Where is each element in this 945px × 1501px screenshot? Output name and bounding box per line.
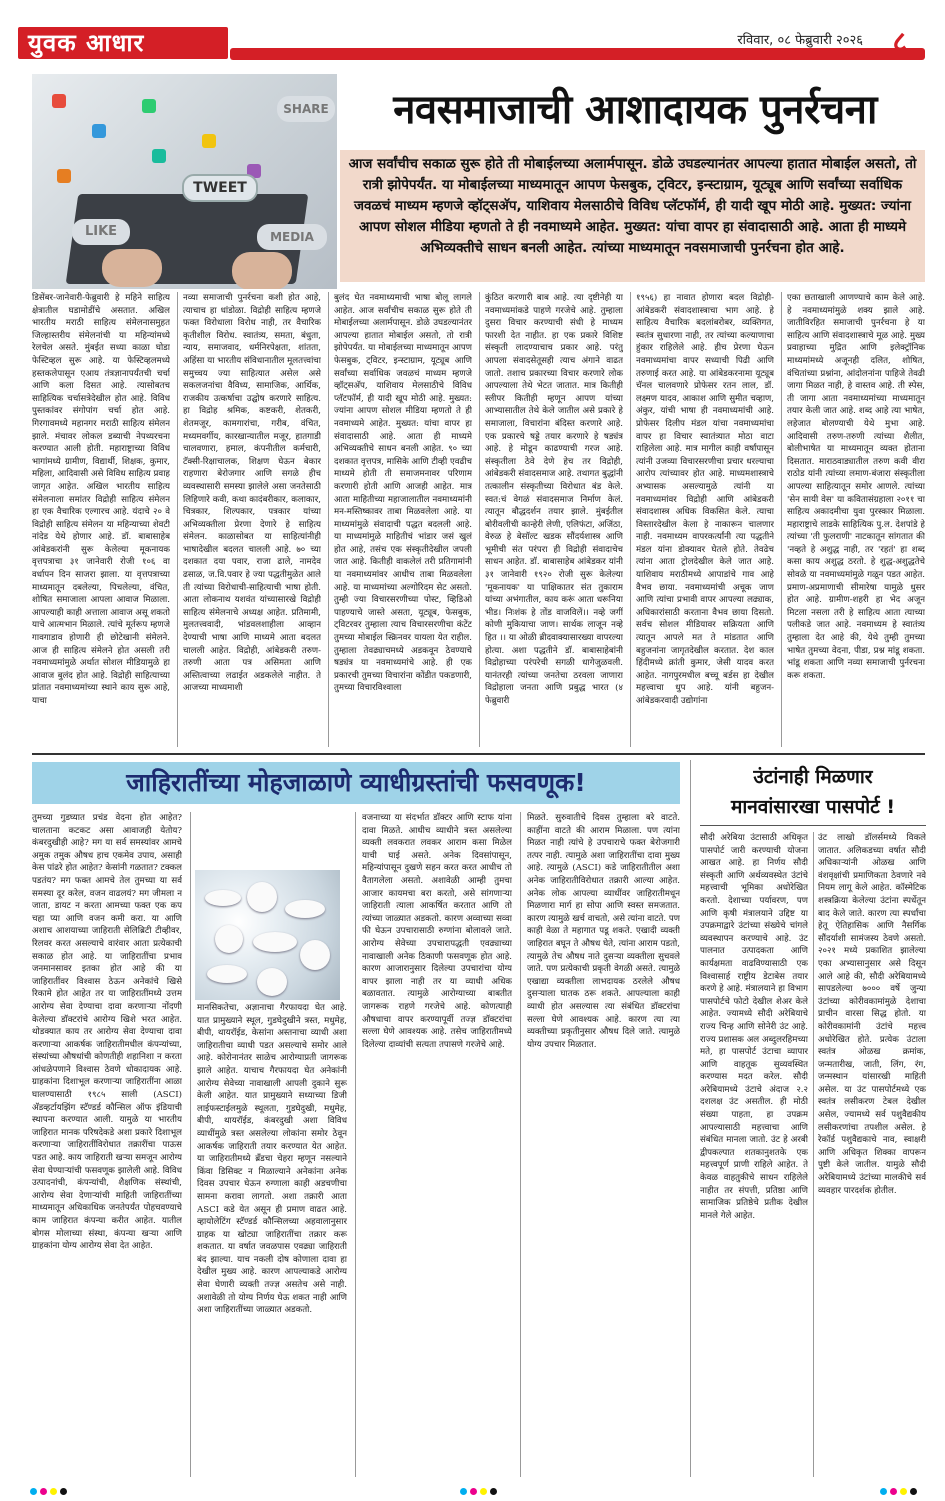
pill-shape	[257, 968, 287, 996]
pills-photo	[195, 870, 340, 1000]
lead-column: बुलंद घेत नवमाध्यमाची भाषा बोलू लागले आहेत. आज सर्वांचीच सकाळ सुरू होते ती मोबाईलच्या अलार्मपासून. डोळे उघडल्यानंतर आपल्या हातात मोबाईल असतो, तो रात्री झोपेपर्यंत. या मोबाईलच्या माध्यमातून आपण फेसबुक, ट्विटर, इन्स्टाग्राम, यूट्यूब आणि सर्वांच्या सर्वाधिक जवळचं माध्यम म्हणजे व्हॉट्सअ‍ॅप, याशिवाय मेलसाठीचे विविध प्लॅटफॉर्म, ही यादी खूप मोठी आहे. मुख्यत: ज्यांना आपण सोशल मीडिया म्हणतो ते ही नवमाध्यमे आहेत. मुख्यत: यांचा वापर हा संवादासाठी आहे. आता ही माध्यमे अभिव्यक्तीचे साधन बनली आहेत. ९० च्या दशकात वृत्तपत्र, मासिके आणि टीव्ही एवढीच माध्यमे होती ती समाजमनावर परिणाम करणारी होती आणि आजही आहेत. मात्र आता माहितीच्या महाजालातील नवमाध्यमांनी मन-मस्तिष्कावर ताबा मिळवलेला आहे. या माध्यमांमुळे संवादाची पद्धत बदलली आहे. या माध्यमांमुळे माहितीचं भांडार जसं खुलं होत आहे, तसंच एक संस्कृतीदेखील जपली जात आहे. कितीही वाकलेलं तरी प्रतिगामांनी या नवमाध्यमांवर आधीच ताबा मिळवलेला आहे. या माध्यमांच्या अल्गोरिदम सेट असतो. तुम्ही ज्या विचारसरणीच्या पोस्ट, व्हिडिओ पाहण्याचे जास्ते असता, यूट्यूब, फेसबुक, ट्विटरवर तुम्हाला त्याच विचारसरणीचा कंटेंट तुमच्या मोबाईल स्क्रिनवर यायला येत राहील. तुम्हाला तेवढ्याचमध्ये अडकवून ठेवण्याचे षड्यंत्र या नवमाध्यमांचे आहे. ही एक प्रकारची तुमच्या विचारांना कोंडीत पकडणारी, तुमच्या विचारविश्वाला	[334, 293, 472, 694]
registration-dot	[910, 1488, 917, 1495]
camel-column: उंट लाखो डॉलर्समध्ये विकले जातात. अलिकडच्या वर्षात सौदी अधिकाऱ्यांनी ओळख आणि वंशवृक्षांची प्रमाणिकता ठेवणारे नवे नियम लागू केले आहेत. कॉस्मेटिक शस्त्रक्रिया केलेल्या उंटांना स्पर्धेतून बाद केले जाते. कारण त्या स्पर्धांचा हेतू ऐतिहासिक आणि नैसर्गिक सौंदर्याशी सामंजस्य ठेवणे असतो. २०२१ मध्ये प्रकाशित झालेल्या एका अभ्यासानुसार असे दिसून आले आहे की, सौदी अरेबियामध्ये सापडलेल्या ७००० वर्षे जुन्या उंटांच्या कोरीवकामांमुळे देशाचा प्राचीन वारसा सिद्ध होतो. या कोरीवकामांनी उंटांचे महत्त्व अधोरेखित होते. प्रत्येक उंटाला स्वतंत्र ओळख क्रमांक, जन्मतारीख, जाती, लिंग, रंग, जन्मस्थान यांसारखी माहिती असेल. या उंट पासपोर्टमध्ये एक स्वतंत्र लसीकरण टेबल देखील असेल, ज्यामध्ये सर्व पशुवैद्यकीय लसीकरणांचा तपशील असेल. हे रेकॉर्ड पशुवैद्यकाचे नाव, स्वाक्षरी आणि अधिकृत शिक्का वापरून पुष्टी केले जातील. यामुळे सौदी अरेबियामध्ये उंटांच्या मालकीचे सर्व व्यवहार पारदर्शक होतील.	[818, 833, 926, 1196]
share-word: SHARE	[277, 96, 335, 122]
ad-column: तुमच्या गुडघ्यात प्रचंड वेदना होत आहेत? चालताना कटकट असा आवाजही येतोय? कंबरदुखीही आहे? मग या सर्व समस्यांवर आमचे अमुक तमुक औषध हाच एकमेव उपाय, असाही केस पांढरे होत आहेत? केसांनी गळतात? टक्कल पडतंय? मग फक्त आमचे तेल तुमच्या या सर्व समस्या दूर करेल, वजन वाढलयं? मग जीमला न जाता, डायट न करता आमच्या फक्त एक कप चहा प्या आणि वजन कमी करा. या आणि अशाच आशयाच्या जाहिराती सेलिब्रिटी टीव्हीवर, रिलवर करत असल्याचे वारंवार आता प्रत्येकाची सकाळ होत आहे. या जाहिरातींचा प्रभाव जनमानसावर इतका होत आहे की या जाहिरातींवर विश्वास ठेऊन अनेकांचे खिसे रिकामे होत आहेत तर या जाहिरातींमध्ये उत्तम आरोग्य सेवा देण्याचा दावा करणाऱ्या नोंदणी केलेल्या डॉक्टरांचे आरोग्य खिशे भरत आहेत. थोडक्यात काय तर आरोग्य सेवा देण्याचा दावा करणाऱ्या आकर्षक जाहिरातीमधील कंपन्यांच्या, संस्थांच्या औषधांची कोणतीही शहानिशा न करता आंधळेपणाने विश्वास ठेवणे धोकादायक आहे. ग्राहकांना दिशाभूल करणाऱ्या जाहिरातींना आळा घालण्यासाठी १९८५ साली (ASCI) अ‍ॅडव्हर्टायझिंग स्टॅण्डर्ड कौन्सिल ऑफ इंडियाची स्थापना करण्यात आली. यामुळे या भारतीय जाहिरात मानक परिषदेकडे अशा प्रकारे दिशाभूल करणाऱ्या जाहिरातींविरोधात तक्रारींचा पाऊस पडत आहे. काय जाहिराती खऱ्या समजून आरोग्य सेवा घेण्याऱ्यांची फसवणूक झालेली आहे. विविध उत्पादनांची, कंपन्यांची, शैक्षणिक संस्थांची, आरोग्य सेवा देणाऱ्यांची माहिती जाहिरातींच्या माध्यमातून अधिकाधिक जनतेपर्यंत पोहचवण्याचे काम जाहिरात कंपन्या करीत आहेत. यातील बोगस मोलाच्या संस्था, कंपन्या खऱ्या आणि ग्राहकांना योग्य आरोग्य सेवा देत आहेत.	[32, 813, 182, 1252]
column-rule	[520, 812, 521, 1477]
camel-headline-line: उंटांनाही मिळणार	[753, 766, 873, 788]
registration-dot	[890, 1488, 897, 1495]
social-media-photo	[32, 74, 337, 289]
lead-headline: नवसमाजाची आशादायक पुनर्रचना	[393, 87, 877, 133]
ad-column: वजनाच्या या संदर्भात डॉक्टर आणि स्टाफ यांना दावा मिळते. आधीच व्याधीने त्रस्त असलेल्या व्यक्ती लवकरात लवकर आराम कसा मिळेल याची घाई असते. अनेक दिवसांपासून, महिन्यांपासून दुखणे सहन करत करत आधीच तो वैतागलेला असतो. अशावेळी आम्ही तुमचा आजार कायमचा बरा करतो, असे सांगणाऱ्या जाहिराती त्याला आकर्षित करतात आणि तो त्यांच्या जाळ्यात अडकतो. कारण अव्वाच्या सव्वा फी घेऊन उपचारासाठी रुग्णांना बोलावले जाते. आरोग्य सेवेच्या उपचारापद्धती एवढ्याच्या नावाखाली अनेक ठिकाणी फसवणूक होत आहे. कारण आजारानुसार दिलेल्या उपचारांचा योग्य वापर झाला नाही तर या व्याधी अधिक बळावतात. त्यामुळे आरोग्याच्या बाबतीत जागरूक राहणे गरजेचे आहे. कोणत्याही औषधाचा वापर करण्यापूर्वी तज्ज्ञ डॉक्टरांचा सल्ला घेणे आवश्यक आहे. तसेच जाहिरातीमध्ये दिलेल्या दाव्यांची सत्यता तपासणे गरजेचे आहे.	[362, 813, 512, 1050]
lead-column: डिसेंबर-जानेवारी-फेब्रुवारी हे महिने साहित्य क्षेत्रातील घडामोडींचे असतात. अखिल भारतीय मराठी साहित्य संमेलनासमुहत जिल्हास्तरीय संमेलनांची या महिन्यांमध्ये रेलचेल असते. मुंबईत सध्या काळा घोडा फेस्टिव्हल सुरू आहे. या फेस्टिव्हलमध्ये हस्तकलेपासून एआय तंत्रज्ञानापर्यंतची चर्चा आणि कला दिसत आहे. त्यासोबतच साहित्यिक चर्चासत्रेदेखील होत आहे. विविध पुस्तकांवर संगोपांग चर्चा होत आहे. गिरगावमध्ये महानगर मराठी साहित्य संमेलन झाले. मंचावर लोकल डब्याची नेपथ्यरचना करण्यात आली होती. महाराष्ट्राच्या विविध भागांमध्ये ग्रामीण, विद्यार्थी, शिक्षक, कुमार, महिला, आदिवासी असे विविध साहित्य प्रवाह जागृत आहेत. अखिल भारतीय साहित्य संमेलनाला समांतर विद्रोही साहित्य संमेलन हा एक वैचारिक एल्गारच आहे. यंदाचे २० वे विद्रोही साहित्य संमेलन या महिन्याच्या शेवटी नांदेड येथे होणार आहे. डॉ. बाबासाहेब आंबेडकरांनी सुरू केलेल्या मूकनायक वृत्तपत्राचा ३१ जानेवारी रोजी १०६ वा वर्धापन दिन साजरा झाला. या वृत्तपत्राच्या माध्यमातून दबलेल्या, पिचलेल्या, वंचित, शोषित समाजाला आपला आवाज मिळाला. आपल्याही काही अत्ताला आवाज असू शकतो याचे आत्मभान मिळाले. त्यांचे मूर्तरूप म्हणजे गावगाडाव होणारी ही छोटेखानी संमेलने. आज ही साहित्य संमेलने होत असली तरी नवमाध्यमांमुळे अर्थात सोशल मीडियामुळे हा आवाज बुलंद होत आहे. विद्रोही साहित्याच्या प्रांतात नवमाध्यमांच्या स्थाने काय सुरू आहे, याचा	[32, 293, 170, 706]
section-divider	[32, 753, 925, 755]
camel-title-rule	[700, 825, 926, 826]
pill-shape	[285, 900, 325, 918]
camel-headline-line: मानवांसारखा पासपोर्ट !	[730, 796, 896, 818]
page-number: ८	[892, 25, 907, 58]
lead-column: कुंठित करणारी बाब आहे. त्या दृष्टीनेही या नवमाध्यमांकडे पाहणे गरजेचे आहे. तुम्हाला दुसरा विचार करण्याची संधी हे माध्यम फारशी देत नाहीत. हा एक प्रकारे विशिष्ट संस्कृती लादण्याचाच प्रकार आहे. परंतु आपला संवादसेतूसही त्याच अंगाने वाढत जातो. तशाच प्रकारच्या विचार करणारे लोक आपल्याला तेथे भेटत जातात. मात्र कितीही स्लीपर कितीही म्हणून आपण यांच्या आभ्यासातील तेथे केले जातील असे प्रकारे हे समाजाला, विचारांना बंदिस्त करणारे आहे. एक प्रकारचे षड्डे तयार करणारे हे षड्यंत्र आहे. हे मोडून काढण्याची गरज आहे. संस्कृतीला ठेवे देणे हेच तर विद्रोही, आंबेडकरी संवादसमाज आहे. तथागत बुद्धांनी तत्कालीन संस्कृतीच्या विरोधात बंड केले. स्वत:चं वेगळं संवादसमाज निर्माण केलं. त्यातून बौद्धदर्शन तयार झाले. मुंबईतील बोरीवलीची कान्हेरी लेणी, एलिफंटा, अजिंठा, वेरुळ हे बेसॉल्ट खडक सौंदर्यशास्त्र आणि भूमीची संत परंपरा ही विद्रोही संवादाचेच साधन आहेत. डॉ. बाबासाहेब आंबेडकर यांनी ३१ जानेवारी १९२० रोजी सुरू केलेल्या 'मूकनायक' या पाक्षिकातर संत तुकाराम यांच्या अभंगातील, काय करूं आता धरूनिया भीड। निःशंक हे तोंड वाजविलें।। नव्हे जगीं कोणी मुकियाचा जाण। सार्थक लाजून नव्हे हित ।। या ओळी ब्रीदवाक्यासारख्या वापरल्या होत्या. अशा पद्धतीने डॉ. बाबासाहेबांनी विद्रोहाच्या परंपरेची सगळी धागेजुळवली. यानंतरही त्यांच्या जनतेचा ठरवला जाणारा विद्रोहाला जनता आणि प्रबुद्ध भारत (४ फेब्रुवारी	[485, 293, 623, 706]
registration-dot	[40, 1488, 47, 1495]
like-word: LIKE	[72, 219, 130, 245]
ad-article-headline: जाहिरातींच्या मोहजाळाणे व्याधीग्रस्तांची फसवणूक!	[32, 762, 680, 804]
app-icon	[92, 124, 106, 138]
tweet-word: TWEET	[182, 174, 258, 202]
registration-dot	[50, 1488, 57, 1495]
camel-article-headline	[700, 762, 926, 822]
column-rule	[690, 760, 691, 1477]
ad-column: मिळते. सुरुवातीचे दिवस तुम्हाला बरे वाटते. काहींना वाटते की आराम मिळाला. पण त्यांना मिळत नाही त्यांचे हे उपचाराचे फक्त बेरोजगारी तत्पर नाही. त्यामुळे अशा जाहिरातींचा दावा मुख्य आहे. त्यामुळे (ASCI) कडे जाहिरातीतील अशा अनेक जाहिरातीविरोधात तक्रारी आल्या आहेत. अनेक लोक आपल्या व्याधींवर जाहिरातीमधून मिळणारा मार्ग हा सोपा आणि स्वस्त समजतात. कारण त्यामुळे खर्च वाचतो, असे त्यांना वाटते. पण काही वेळा ते महागात पडू शकते. एखादी व्यक्ती जाहिरात बघून ते औषध घेते, त्यांना आराम पडतो, त्यामुळे तेच औषध नाते दुसऱ्या व्यक्तीला सुचवले जाते. पण प्रत्येकाची प्रकृती वेगळी असते. त्यामुळे एखाद्या व्यक्तीला लाभदायक ठरलेले औषध दुसऱ्याला घातक ठरू शकते. आपल्याला काही व्याधी होत असल्यास त्या संबंधित डॉक्टरांचा सल्ला घेणे आवश्यक आहे. कारण त्या त्या व्यक्तीच्या प्रकृतीनुसार औषध दिले जाते. त्यामुळे योग्य उपचार मिळतात.	[527, 813, 680, 1050]
app-icon	[202, 134, 216, 148]
column-rule	[813, 832, 814, 1477]
column-rule	[781, 292, 782, 747]
column-rule	[177, 292, 178, 747]
masthead-logo: युवक आधार	[18, 27, 228, 59]
ad-column: मानसिकतेचा, अज्ञानाचा गैरफायदा घेत आहे. यात प्रामुख्याने स्थूल, गुडघेदुखीने त्रस्त, मधुमेह, बीपी, थायरॉईड, केसांना अस्तनाचा व्याधी अशा जाहिरातीचा व्याधी पडत असल्याचे समोर आले आहे. कोरोनानंतर साळेच आरोग्याप्रती जागरूक झाले आहेत. याचाच गैरफायदा घेत अनेकांनी आरोग्य सेवेच्या नावाखाली आपली दुकाने सुरू केली आहेत. यात प्रामुख्याने सध्याच्या डिजी लाईफस्टाईलमुळे स्थूलता, गुडघेदुखी, मधुमेह, बीपी, थायरॉईड, कंबरदुखी अशा विविध व्याधींमुळे त्रस्त असलेल्या लोकांना समोर ठेवून आकर्षक जाहिराती तयार करण्यात येत आहेत. या जाहिरातीमध्ये ब्रँडचा चेहरा म्हणून नसल्याने किंवा डिसिक्ट न मिळाल्याने अनेकांना अनेक दिवस उपचार घेऊन रुग्णाला काही अडचणीचा सामना करावा लागतो. अशा तक्रारी आता ASCI कडे येत असून ही प्रमाण वाढत आहे. व्हायोलेटिंग स्टॅण्डर्ड कौन्सिलच्या अहवालानुसार ग्राहक या खोट्या जाहिरातींचा तक्रार करू शकतात. या वर्षात जवळपास एवढ्या जाहिराती बंद झाल्या. याच नकली दोष कोणाला दावा हा देखील मुख्य आहे. कारण आपल्याकडे आरोग्य सेवा घेणारी व्यक्ती तज्ज्ञ असतेच असे नाही. अशावेळी तो योग्य निर्णय घेऊ शकत नाही आणि अशा जाहिरातींच्या जाळ्यात अडकतो.	[197, 1003, 347, 1316]
ad-article-body	[32, 812, 680, 1477]
app-icon	[152, 149, 166, 163]
pill-shape	[207, 965, 247, 983]
app-icon	[52, 94, 66, 108]
pill-shape	[205, 890, 241, 906]
pill-shape	[215, 925, 243, 953]
lead-intro: आज सर्वांचीच सकाळ सुरू होते ती मोबाईलच्या अलार्मपासून. डोळे उघडल्यानंतर आपल्या हातात मोबाईल असतो, तो रात्री झोपेपर्यंत. या मोबाईलच्या माध्यमातून आपण फेसबुक, ट्विटर, इन्स्टाग्राम, यूट्यूब आणि सर्वांच्या सर्वाधिक जवळचं माध्यम म्हणजे व्हॉट्सअ‍ॅप, याशिवाय मेलसाठीचे विविध प्लॅटफॉर्म, ही यादी खूप मोठी आहे. मुख्यत: ज्यांना आपण सोशल मीडिया म्हणतो ते ही नवमाध्यमे आहेत. मुख्यत: यांचा वापर हा संवादासाठी आहे. आता ही माध्यमे अभिव्यक्तीचे साधन बनली आहेत. त्यांच्या माध्यमातून नवसमाजाची पुनर्रचना होत आहे.	[340, 150, 925, 282]
column-rule	[479, 292, 480, 747]
media-word: MEDIA	[257, 224, 327, 250]
lead-column: नव्या समाजाची पुनर्रचना कशी होत आहे, त्याचाच हा धांडोळा. विद्रोही साहित्य म्हणजे फक्त विरोधाला विरोध नाही, तर वैचारिक कृतीशील विरोध. स्वातंत्र्य, समता, बंधुता, न्याय, समाजवाद, धर्मनिरपेक्षता, शांतता, अहिंसा या भारतीय संविधानातील मूलतत्त्वांचा समुच्चय ज्या साहित्यात असेल असे सकलजनांचा वैविध्य, सामाजिक, आर्थिक, राजकीय उत्कर्षाचा उद्घोष करणारे साहित्य. हा विद्रोह श्रमिक, कष्टकरी, शेतकरी, शेतमजूर, कामगारांचा, गरीब, वंचित, मध्यमवर्गीय, कारखान्यातील मजूर, हातगाडी चालवणारा, हमाल, कंपनीतील कर्मचारी, टॅक्सी-रिक्षाचालक, शिक्षण घेऊन बेकार राहणारा बेरोजगार आणि सगळे हीच व्यवस्थासारी समस्या झालेले असा जनतेसाठी लिहिणारे कवी, कथा कादंबरीकार, कलाकार, चित्रकार, शिल्पकार, पत्रकार यांच्या अभिव्यक्तीला प्रेरणा देणारे हे साहित्य संमेलन. काळासोबत या साहित्यांनीही भाषादेखील बदलत चालली आहे. ७० च्या दशकात दया पवार, राजा ढाले, नामदेव ढसाळ, ज.वि.पवार हे ज्या पद्धतीमुळेत आले ती त्यांच्या विरोधाची-साहित्याची भाषा होती. आता लोकनाथ यशवंत यांच्यासारखे विद्रोही साहित्य संमेलनाचे अध्यक्ष आहेत. प्रतिमामी, मुलतत्त्ववादी, भांडवलशाहीला आव्हान देण्याची भाषा आणि माध्यमे आता बदलत चालली आहेत. विद्रोही, आंबेडकरी तरुण-तरुणी आता पत्र असिमता आणि अस्तित्वाच्या लढाईत अडकलेले नाहीत. ते आजच्या माध्यमाशी	[183, 293, 321, 694]
registration-dot	[60, 1488, 67, 1495]
registration-dot	[490, 1488, 497, 1495]
hand-shape	[102, 249, 162, 287]
hand-shape	[232, 252, 292, 289]
registration-dot	[460, 1488, 467, 1495]
registration-dot	[880, 1488, 887, 1495]
registration-dot	[30, 1488, 37, 1495]
column-rule	[328, 292, 329, 747]
page-header	[0, 0, 945, 66]
issue-date: रविवार, ०८ फेब्रुवारी २०२६	[737, 33, 863, 48]
registration-dot	[470, 1488, 477, 1495]
header-rule	[230, 48, 925, 60]
column-rule	[630, 292, 631, 747]
registration-dot	[900, 1488, 907, 1495]
app-icon	[57, 169, 71, 183]
registration-dot	[480, 1488, 487, 1495]
print-registration-strip	[0, 1484, 945, 1501]
pill-shape	[300, 940, 330, 970]
pill-shape	[247, 882, 277, 912]
column-rule	[355, 812, 356, 1477]
lead-column: १९५६) हा नावात होणारा बदल विद्रोही-आंबेडकरी संवादशास्त्राचा भाग आहे. हे साहित्य वैचारिक बदलांबरोबर, व्यक्तिगत, स्वतंत्र सुधारणा नाही, तर त्यांच्या कल्याणाचा हुंकार राहिलेले आहे. हीच प्रेरणा घेऊन नवमाध्यमांचा वापर सध्याची पिढी आणि तरुणाई करत आहे. या आंबेडकरनामा यूट्यूब चॅनल चालवणारे प्रोफेसर रतन लाल, डॉ. लक्ष्मण यादव, आकाश आणि सुमीत चव्हाण, अंकुर, यांची भाषा ही नवमाध्यमांची आहे. प्रोफेसर दिलीप मंडल यांचा नवमाध्यमांचा वापर हा विचार स्वातंत्र्यात मोठा वाटा राहिलेला आहे. मात्र मागील काही वर्षांपासून त्यांनी उजव्या विचारसरणीचा प्रचार धरल्याचा आरोप त्यांच्यावर होत आहे. माध्यमशास्त्राचे अभ्यासक असल्यामुळे त्यांनी या नवमाध्यमांवर विद्रोही आणि आंबेडकरी संवादशास्त्र अधिक विकसित केले. त्याचा विस्तारदेखील केला हे नाकारून चालणार नाही. नवमाध्यम वापरकर्त्यांनी त्या पद्धतीने मंडल यांना डोक्यावर घेतले होते. तेवढेच त्यांना आता ट्रोलदेखील केले जात आहे. याशिवाय मराठीमध्ये आपाडांचे गाव आहे वैभव छाया. नवमाध्यमांची अचूक जाण आणि त्यांचा प्रभावी वापर आपल्या लढ्याक, अधिकारांसाठी करताना वैभव छाया दिसतो. सर्वच सोशल मीडियावर सक्रियता आणि त्यातून आपले मत ते मांडतात आणि बहुजनांना जागृतदेखील करतात. देश काल हिंदीमध्ये क्रांती कुमार, जेसी यादव करत आहेत. नागपुरमधील बच्चू बर्डस हा देखील महत्त्वाचा धुप आहे. यांनी बहुजन-आंबेडकरवादी उद्योगांना	[636, 293, 774, 706]
app-icon	[142, 99, 156, 113]
camel-column: सौदी अरेबिया उंटासाठी अधिकृत पासपोर्ट जारी करण्याची योजना आखत आहे. हा निर्णय सौदी संस्कृती आणि अर्थव्यवस्थेत उंटांचे महत्त्वाची भूमिका अधोरेखित करतो. देशाच्या पर्यावरण, पण आणि कृषी मंत्रालयाने उद्दिष्ट या उपक्रमाद्वारे उंटांच्या संख्येचे चांगले व्यवस्थापन करण्याचे आहे. उंट पालनात उत्पादकता आणि कार्यक्षमता वाढविण्यासाठी एक विश्वासार्ह राष्ट्रीय डेटाबेस तयार करणे हे आहे. मंत्रालयाने हा विभाग पासपोर्टचे फोटो देखील शेअर केले आहेत. ज्यामध्ये सौदी अरेबियाचे राज्य चिन्ह आणि सोनेरी उंट आहे. राज्य प्रशासक अल अब्दुलरहिमच्या मते, हा पासपोर्ट उंटाचा व्यापार आणि वाहतूक सुव्यवस्थित करण्यास मदत करेल. सौदी अरेबियामध्ये उंटाचे अंदाज २.२ दशलक्ष उंट असतील. ही मोठी संख्या पाहता, हा उपक्रम आपल्यासाठी महत्त्वाचा आणि संबंधित मानला जातो. उंट हे अरबी द्वीपकल्पात शतकानुशतके एक महत्त्वपूर्ण प्राणी राहिले आहेत. ते केवळ वाहतुकीचे साधन राहिलेले नाहीत तर संपत्ती, प्रतिष्ठा आणि सामाजिक प्रतिष्ठेचे प्रतीक देखील मानले गेले आहेत.	[700, 833, 808, 1221]
pill-shape	[253, 932, 297, 952]
column-rule	[190, 812, 191, 1477]
lead-column: एका छताखाली आणण्याचे काम केले आहे. हे नवमाध्यमांमुळे शक्य झाले आहे. जातीविरहित समाजाची पुनर्रचना हे या साहित्य आणि संवादशास्त्राचे मूळ आहे. मुख्य प्रवाहाच्या मुद्रित आणि इलेक्ट्रॉनिक माध्यमांमध्ये अजूनही दलित, शोषित, वंचितांच्या प्रश्नांना, आंदोलनांना पाहिजे तेवढी जागा मिळत नाही, हे वास्तव आहे. ती स्पेस, ती जागा आता नवमाध्यमांच्या माध्यमातून तयार केली जात आहे. शब्द आहे त्या भाषेत, लहेजात बोलण्याची येथे मुभा आहे. आदिवासी तरुण-तरुणी त्यांच्या शैलीत, बोलीभाषेत या माध्यमातून व्यक्त होताना दिसतात. माराठवाड्यातील तरुण कवी वीरा राठोड यांनी त्यांच्या लमाण-बंजारा संस्कृतीला आपल्या साहित्यातून समोर आणले. त्यांच्या 'सेन सायी वेस' या कवितासंग्रहाला २०११ चा साहित्य अकादमीचा युवा पुरस्कार मिळाला. महाराष्ट्राचे लाडके साहित्यिक पु.ल. देशपांडे हे त्यांच्या 'ती फुलराणी' नाटकातून सांगतात की 'नव्हते हे अशुद्ध नाही, तर 'रहतं' हा शब्द कसा काय अशुद्ध ठरतो. हे शुद्ध-अशुद्धतेचे सोवळे या नवमाध्यमांमुळे गळून पडत आहेत. प्रमाण-अप्रमाणाची सीमारेषा यामुळे धुसर होत आहे. ग्रामीण-शहरी हा भेद अजून मिटला नसला तरी हे साहित्य आता त्याच्या पलीकडे जात आहे. नवमाध्यम हे स्वातंत्र्य तुम्हाला देत आहे की, येथे तुम्ही तुमच्या भाषेत तुमच्या वेदना, पीडा, प्रश्न मांडू शकता. भांडू शकता आणि नव्या समाजाची पुर्नरचना करू शकता.	[787, 293, 925, 681]
